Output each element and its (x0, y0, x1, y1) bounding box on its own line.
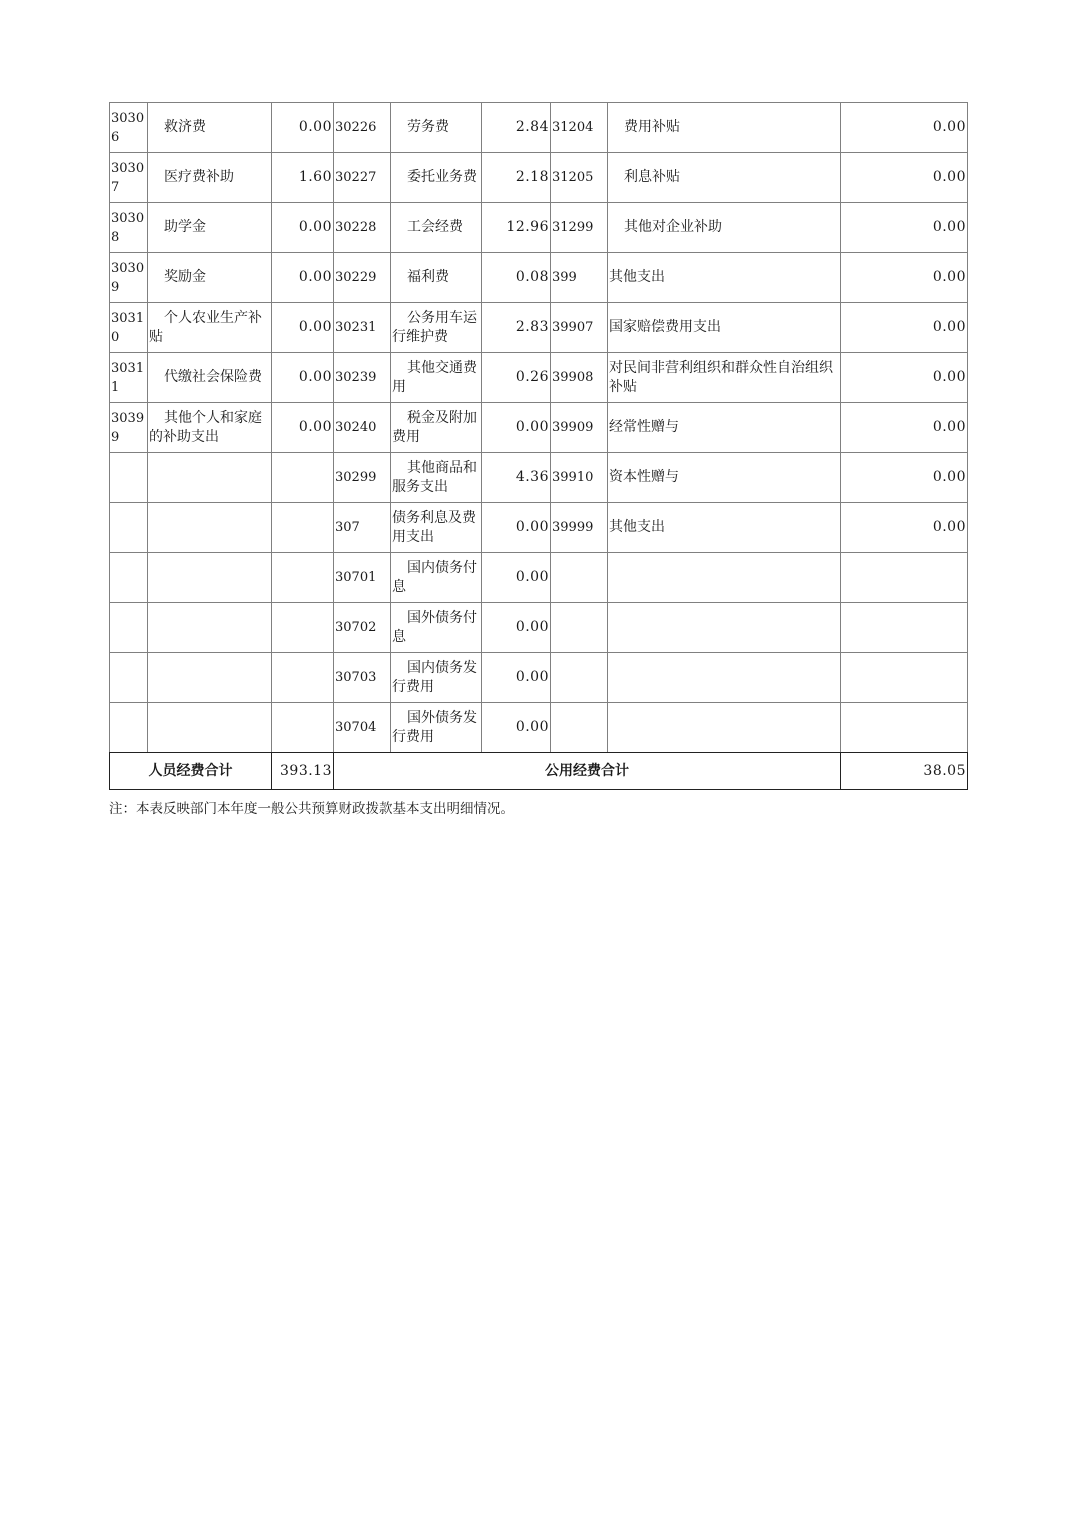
name-3-cell: 资本性赠与 (608, 453, 841, 503)
code-2-cell: 30229 (334, 253, 391, 303)
name-2-cell: 债务利息及费用支出 (391, 503, 482, 553)
name-2-cell: 其他商品和服务支出 (391, 453, 482, 503)
name-2-cell: 国外债务付息 (391, 603, 482, 653)
code-3-cell: 39910 (551, 453, 608, 503)
amount-3-cell (841, 553, 968, 603)
amount-2-cell: 0.00 (482, 603, 551, 653)
code-2-cell: 30702 (334, 603, 391, 653)
amount-1-cell: 0.00 (272, 353, 334, 403)
name-2-cell: 国内债务付息 (391, 553, 482, 603)
table-row (110, 103, 968, 153)
table-note: 注：本表反映部门本年度一般公共预算财政拨款基本支出明细情况。 (109, 801, 514, 817)
name-1-cell: 救济费 (148, 103, 272, 153)
table-row (110, 153, 968, 203)
code-3-cell (551, 653, 608, 703)
amount-1-cell: 0.00 (272, 253, 334, 303)
table-row (110, 253, 968, 303)
amount-3-cell: 0.00 (841, 253, 968, 303)
budget-detail-table (109, 102, 968, 790)
amount-1-cell (272, 653, 334, 703)
name-3-cell: 国家赔偿费用支出 (608, 303, 841, 353)
amount-2-cell: 2.83 (482, 303, 551, 353)
code-1-cell (110, 603, 148, 653)
table-row (110, 403, 968, 453)
code-3-cell: 31204 (551, 103, 608, 153)
code-3-cell: 31299 (551, 203, 608, 253)
table-row (110, 553, 968, 603)
name-2-cell: 委托业务费 (391, 153, 482, 203)
table-row (110, 653, 968, 703)
name-3-cell (608, 553, 841, 603)
name-3-cell: 其他支出 (608, 253, 841, 303)
amount-2-cell: 0.00 (482, 553, 551, 603)
name-3-cell: 费用补贴 (608, 103, 841, 153)
amount-2-cell: 12.96 (482, 203, 551, 253)
name-3-cell: 其他对企业补助 (608, 203, 841, 253)
code-3-cell: 31205 (551, 153, 608, 203)
code-3-cell: 39999 (551, 503, 608, 553)
code-2-cell: 30231 (334, 303, 391, 353)
table-row (110, 203, 968, 253)
code-3-cell: 39907 (551, 303, 608, 353)
name-3-cell (608, 653, 841, 703)
name-2-cell: 税金及附加费用 (391, 403, 482, 453)
amount-3-cell (841, 703, 968, 753)
amount-1-cell (272, 603, 334, 653)
code-1-cell (110, 553, 148, 603)
code-1-cell: 30307 (110, 153, 148, 203)
amount-2-cell: 0.00 (482, 703, 551, 753)
code-1-cell (110, 703, 148, 753)
name-2-cell: 其他交通费用 (391, 353, 482, 403)
amount-2-cell: 0.08 (482, 253, 551, 303)
code-1-cell (110, 653, 148, 703)
name-1-cell (148, 653, 272, 703)
code-2-cell: 307 (334, 503, 391, 553)
name-2-cell: 福利费 (391, 253, 482, 303)
table-row (110, 353, 968, 403)
amount-3-cell: 0.00 (841, 453, 968, 503)
amount-1-cell: 1.60 (272, 153, 334, 203)
code-1-cell: 30311 (110, 353, 148, 403)
code-1-cell (110, 453, 148, 503)
amount-2-cell: 4.36 (482, 453, 551, 503)
name-2-cell: 国内债务发行费用 (391, 653, 482, 703)
name-2-cell: 公务用车运行维护费 (391, 303, 482, 353)
name-3-cell: 对民间非营利组织和群众性自治组织补贴 (608, 353, 841, 403)
code-1-cell: 30306 (110, 103, 148, 153)
name-3-cell: 其他支出 (608, 503, 841, 553)
amount-2-cell: 0.00 (482, 403, 551, 453)
code-3-cell (551, 553, 608, 603)
amount-3-cell: 0.00 (841, 403, 968, 453)
code-3-cell: 39909 (551, 403, 608, 453)
amount-2-cell: 0.00 (482, 653, 551, 703)
name-1-cell (148, 453, 272, 503)
amount-3-cell (841, 653, 968, 703)
table-row (110, 603, 968, 653)
amount-2-cell: 0.26 (482, 353, 551, 403)
table-row (110, 303, 968, 353)
code-2-cell: 30239 (334, 353, 391, 403)
personnel-total-label: 人员经费合计 (110, 753, 272, 790)
amount-3-cell: 0.00 (841, 353, 968, 403)
amount-2-cell: 0.00 (482, 503, 551, 553)
name-3-cell (608, 703, 841, 753)
name-3-cell (608, 603, 841, 653)
table-row (110, 703, 968, 753)
code-2-cell: 30240 (334, 403, 391, 453)
amount-3-cell: 0.00 (841, 503, 968, 553)
code-3-cell: 399 (551, 253, 608, 303)
code-2-cell: 30701 (334, 553, 391, 603)
totals-row (110, 753, 968, 790)
code-2-cell: 30704 (334, 703, 391, 753)
public-total-label: 公用经费合计 (334, 753, 841, 790)
name-1-cell: 医疗费补助 (148, 153, 272, 203)
code-1-cell: 30308 (110, 203, 148, 253)
amount-1-cell (272, 503, 334, 553)
amount-1-cell: 0.00 (272, 103, 334, 153)
amount-3-cell: 0.00 (841, 153, 968, 203)
name-1-cell: 奖励金 (148, 253, 272, 303)
code-2-cell: 30227 (334, 153, 391, 203)
amount-3-cell: 0.00 (841, 203, 968, 253)
amount-1-cell (272, 553, 334, 603)
code-2-cell: 30299 (334, 453, 391, 503)
name-1-cell (148, 703, 272, 753)
name-1-cell: 助学金 (148, 203, 272, 253)
amount-1-cell: 0.00 (272, 303, 334, 353)
amount-3-cell (841, 603, 968, 653)
name-3-cell: 利息补贴 (608, 153, 841, 203)
table-row (110, 503, 968, 553)
amount-3-cell: 0.00 (841, 103, 968, 153)
amount-3-cell: 0.00 (841, 303, 968, 353)
code-1-cell: 30310 (110, 303, 148, 353)
name-1-cell (148, 603, 272, 653)
amount-2-cell: 2.84 (482, 103, 551, 153)
name-2-cell: 工会经费 (391, 203, 482, 253)
name-2-cell: 劳务费 (391, 103, 482, 153)
table-row (110, 453, 968, 503)
name-1-cell: 其他个人和家庭的补助支出 (148, 403, 272, 453)
amount-1-cell: 0.00 (272, 403, 334, 453)
code-2-cell: 30226 (334, 103, 391, 153)
code-2-cell: 30703 (334, 653, 391, 703)
name-1-cell (148, 503, 272, 553)
name-2-cell: 国外债务发行费用 (391, 703, 482, 753)
public-total-value: 38.05 (841, 753, 968, 790)
name-3-cell: 经常性赠与 (608, 403, 841, 453)
name-1-cell: 个人农业生产补贴 (148, 303, 272, 353)
code-3-cell (551, 703, 608, 753)
code-3-cell (551, 603, 608, 653)
amount-1-cell (272, 703, 334, 753)
personnel-total-value: 393.13 (272, 753, 334, 790)
code-1-cell: 30399 (110, 403, 148, 453)
name-1-cell: 代缴社会保险费 (148, 353, 272, 403)
code-1-cell (110, 503, 148, 553)
amount-2-cell: 2.18 (482, 153, 551, 203)
code-1-cell: 30309 (110, 253, 148, 303)
name-1-cell (148, 553, 272, 603)
amount-1-cell: 0.00 (272, 203, 334, 253)
code-2-cell: 30228 (334, 203, 391, 253)
amount-1-cell (272, 453, 334, 503)
table-body (110, 103, 968, 753)
code-3-cell: 39908 (551, 353, 608, 403)
